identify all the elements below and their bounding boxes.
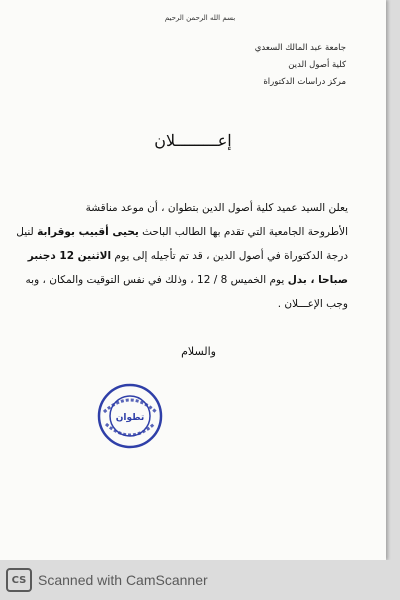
header-university: جامعة عبد المالك السعدي	[254, 43, 346, 53]
announcement-body	[18, 196, 348, 316]
stamp-text: تطوان	[115, 413, 145, 423]
official-stamp	[96, 382, 164, 450]
header-faculty: كلية أصول الدين	[288, 60, 346, 70]
student-name: يحيى أقبيب بوقرابة	[37, 226, 139, 238]
body-line-1: يعلن السيد عميد كلية أصول الدين بتطوان ، أن موعد مناقشة	[85, 202, 348, 214]
letterhead	[255, 40, 346, 91]
new-date: الاثنين 12 دجنبر	[27, 250, 112, 262]
closing-salutation: والسلام	[181, 345, 216, 358]
announcement-title: إعـــــــــلان	[154, 131, 232, 150]
scanner-watermark	[0, 560, 400, 600]
basmala: بسم الله الرحمن الرحيم	[164, 14, 236, 22]
body-line-2: الأطروحة الجامعية التي تقدم بها الطالب الباحث يحيى أقبيب بوقرابة لنيل	[16, 226, 348, 238]
camscanner-logo-icon: CS	[6, 568, 32, 592]
body-line-5: وجب الإعـــلان .	[277, 298, 348, 310]
body-line-4: صباحا ، بدل يوم الخميس 8 / 12 ، وذلك في نفس التوقيت والمكان ، وبه	[25, 274, 348, 286]
camscanner-label: Scanned with CamScanner	[38, 572, 208, 588]
body-line-3: درجة الدكتوراة في أصول الدين ، قد تم تأجيله إلى يوم الاثنين 12 دجنبر	[27, 250, 348, 262]
header-center: مركز دراسات الدكتوراة	[263, 77, 346, 87]
